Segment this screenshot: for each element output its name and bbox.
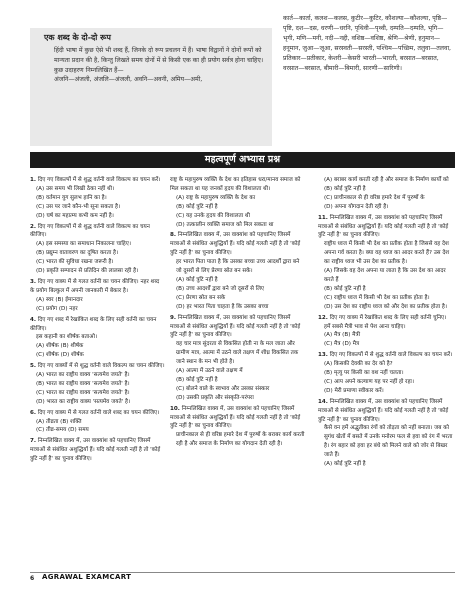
question-prompt: दिए गए वाक्यों में से शुद्ध वर्तनी वाले विकल्प का चयन कीजिए। — [37, 363, 165, 370]
question-text — [30, 437, 165, 464]
answer-option: (C) उस पर जाने कौन-भी सूना सकता है। — [36, 203, 121, 210]
answer-option: (A) आत्मा में उठने वाले तक्षण में — [176, 368, 243, 375]
answer-option: (A) बराबर कार्य करती रही है और समाज के निर्माण कार्यों को — [324, 177, 449, 183]
question-block — [318, 214, 453, 312]
question-column-3 — [318, 176, 453, 471]
question-number: 9. — [170, 314, 177, 321]
answer-option: (C) तीव्र-समय (D) समय — [36, 427, 89, 434]
question-block — [170, 314, 305, 403]
question-prompt: दिए गए वाक्य में रेखांकित शब्द के लिए सही वर्तनी चुनिए। — [329, 314, 447, 321]
question-number: 10. — [170, 405, 180, 412]
question-prompt: दिए गए विकल्पों में से शुद्ध वर्तनी वाले विकल्प का चयन कीजिए। — [30, 223, 150, 239]
info-box-item: अंजनि—अंजली, अंजलि—अंजली, अवनि—अवनी, अमिय—अमी, — [54, 76, 203, 84]
answer-option: (A) राष्ट्र के महापुरुष व्यक्ति के देश का — [176, 194, 256, 201]
answer-option: राष्ट्रीय ध्वज में किसी भी देश का प्रतीक होता है जिससे वह देश अपना गर्व करता है। क्या वह ध्वज का आदर करते हैं? उस देश का राष्ट्रीय ध्वज भी उस देश का प्रतीक है। — [324, 241, 450, 266]
question-prompt: दिए गए शब्द में रेखांकित शब्द के लिए सही वर्तनी का चयन कीजिए। — [30, 316, 157, 332]
answer-option: (D) हर भारत पिता चाहता है कि उसका बच्चा — [176, 303, 269, 310]
answer-option: (D) मेरी प्रमाणा स्वीकार करें। — [324, 387, 384, 394]
question-text — [170, 314, 305, 341]
question-number: 8. — [170, 232, 177, 239]
answer-option: (A) मैत्र (B) मैत्री — [324, 332, 361, 339]
question-number: 12. — [318, 314, 328, 321]
answer-option: (C) यह उनके हृदय की विशालता थी — [176, 212, 250, 219]
answer-option: (C) प्रयोग (D) नहर — [36, 305, 78, 312]
answer-option: (B) प्रद्युम्न वातावरण का दूषित करता है। — [36, 250, 119, 257]
answer-option: (B) कोई त्रुटि नहीं है — [324, 185, 366, 192]
question-number: 5. — [30, 363, 37, 370]
answer-option: (A) कोई त्रुटि नहीं है — [176, 276, 218, 283]
answer-option: हर भारत पिता पाता है कि उसका बच्चा उच्च आदर्शों द्वारा बने जो दूसरों से लिए प्रेरणा स्रोत बन सके। — [176, 259, 300, 275]
question-text — [318, 314, 453, 323]
question-prompt: निम्नलिखित वाक्य में, उस वाक्यांश को पहचानिए जिसमें मात्राओं से संबंधित अशुद्धियाँ हैं। यदि कोई गलती नहीं है तो 'कोई त्रुटि नहीं है' का चुनाव कीजिए। — [30, 438, 161, 463]
answer-option: (A) शीर्षक (B) शीर्षक — [36, 343, 84, 350]
question-number: 2. — [30, 223, 37, 230]
answer-option: (C) भारत का राष्ट्रीय वाक्य 'सत्यमेव जयते' है। — [36, 389, 130, 396]
answer-option: (B) कोई त्रुटि नहीं है — [324, 285, 366, 292]
question-prompt: निम्नलिखित वाक्य में, उस वाक्यांश को पहचानिए जिसमें मात्राओं से संबंधित अशुद्धियाँ हैं। यदि कोई गलती नहीं है तो 'कोई त्रुटि नहीं है' का चुनाव कीजिए। — [170, 232, 301, 257]
answer-option: (A) कोई त्रुटि नहीं है — [324, 461, 366, 468]
answer-option: (D) अपना योगदान देती रही है। — [324, 203, 389, 210]
answer-option: (C) शीर्षक (D) शीर्षक — [36, 352, 84, 359]
answer-option: (A) किसकी देवकी का देर को है? — [324, 361, 393, 368]
answer-option: (D) तत्कालीन व्यक्ति समाज को मिल सकता था — [176, 221, 274, 228]
answer-option: कैसे वन हमें अद्भुतीका रंगों को तोड़ता को नहीं बनाता। जब को सुगंध खेतों में बसते में उनके मनोरम फल से हवा को रंग में भरता है। रंग बहार को हवा हर बंधे को मिलने वाले को जोर से बिखर जाते हैं। — [324, 425, 453, 459]
question-prompt: निम्नलिखित वाक्य में, उस वाक्यांश को पहचानिए जिसमें मात्राओं से संबंधित अशुद्धियाँ हैं। यदि कोई गलती नहीं है तो 'कोई त्रुटि नहीं है' का चुनाव कीजिए। — [318, 398, 449, 423]
question-block — [30, 278, 165, 314]
question-prompt: दिए गए विकल्पों में से शुद्ध वर्तनी वाले विकल्प का चयन करें। — [37, 177, 161, 183]
footer-brand: AGRAWAL EXAMCART — [42, 573, 132, 581]
answer-option: (C) बोलने वाले के स्वभाव और उसका संस्कार — [176, 385, 270, 392]
question-column-1 — [30, 176, 165, 466]
section-banner: महत्वपूर्ण अभ्यास प्रश्न — [30, 152, 455, 168]
question-text — [170, 176, 305, 194]
question-block — [30, 409, 165, 436]
page-number: 6 — [30, 575, 35, 582]
answer-option: वह चार मात्र सुंदरता से विकसित होती ना के मल जाता और ग्रामीण मात्र, आत्मा में उठने वाले तक्षण में शीध्र विकसित तक जाने स्थान के मन भी होते है। — [176, 341, 299, 366]
question-block — [30, 316, 165, 361]
answer-option: (A) स्वर (B) ईमानदार — [36, 296, 83, 303]
question-block — [170, 231, 305, 311]
question-number: 14. — [318, 398, 328, 405]
answer-option: (A) उस समय भी लिखी ठेका नहीं थी। — [36, 185, 115, 192]
question-number: 11. — [318, 214, 328, 221]
answer-option: (B) वर्तमान युग सुलभ हानि का है। — [36, 194, 107, 201]
question-block — [30, 223, 165, 276]
question-text — [30, 223, 165, 241]
info-box-item: हिंदी भाषा में कुछ ऐसे भी शब्द हैं, जिनके दो रूप प्रचलन में हैं। भाषा विद्वानों ने दोनों रूपों को मान्यता प्रदान की है, किन्तु लिखते समय दोनों में से किसी एक का ही प्रयोग सर्वत्र होना चाहिए। कुछ उदाहरण निम्नलिखित हैं— — [54, 47, 264, 74]
answer-option: (D) भारत का राष्ट्रीय वाक्य 'सत्यमेव जयते' है। — [36, 398, 131, 405]
question-prompt: राष्ट्र के महापुरुष व्यक्ति के देश का इतिहास धरा/मानव समाज को मिल सकता था यह जनकों हृदय की विशालता थी। — [170, 177, 301, 192]
question-column-2 — [170, 176, 305, 451]
answer-option: (C) प्राचीनकाल से ही वरिष्ठ हमारे देश में पुरुषों के — [324, 194, 425, 201]
question-prompt: निम्नलिखित वाक्य में, उस वाक्यांश को पहचानिए जिसमें मात्राओं से संबंधित अशुद्धियाँ हैं। यदि कोई गलती नहीं है तो 'कोई त्रुटि नहीं है' का चुनाव कीजिए। — [170, 405, 301, 430]
question-number: 1. — [30, 177, 37, 183]
answer-option: (A) जिसके वह देश अपना या लाता है कि उस देश का आदर करते हैं — [324, 268, 446, 283]
question-prompt: निम्नलिखित वाक्य में, उस वाक्यांश को पहचानिए जिसमें मात्राओं से संबंधित अशुद्धियाँ हैं। यदि कोई गलती नहीं है तो 'कोई त्रुटि नहीं है' का चुनाव कीजिए। — [170, 314, 301, 339]
question-text — [318, 214, 453, 241]
question-block — [30, 437, 165, 464]
question-text — [30, 176, 165, 185]
info-box-list — [44, 46, 266, 85]
info-box-title: एक शब्द के दो-दो रूप — [44, 33, 111, 42]
question-block — [318, 176, 453, 212]
question-number: 4. — [30, 316, 37, 323]
answer-option: (D) उस देश का राष्ट्रीय ध्वज को और देश का प्रतीक होता है। — [324, 303, 447, 310]
answer-option: (B) कोई त्रुटि नहीं है — [176, 376, 218, 383]
question-text — [318, 398, 453, 425]
answer-option: (A) तीव्रता (B) शक्ति — [36, 418, 82, 425]
question-block — [30, 362, 165, 407]
answer-option: (B) मृत्यु पर किसी का वश नहीं चलता। — [324, 370, 404, 377]
answer-option: (C) मैत्र (D) मैत्र — [324, 341, 360, 348]
question-block — [170, 405, 305, 450]
answer-option: इस कहानी का शीर्षक बताओ। — [36, 334, 98, 341]
question-text — [170, 231, 305, 258]
question-block — [318, 314, 453, 350]
answer-option: (B) भारत का राष्ट्रीय वाक्य 'सत्यमेव जयते' है। — [36, 380, 130, 387]
answer-option: (D) उसकी प्रकृति और संस्कृति-परंपरा — [176, 394, 254, 401]
question-text — [30, 409, 165, 418]
answer-option: (B) कोई त्रुटि नहीं है — [176, 203, 218, 210]
question-text — [318, 351, 453, 360]
answer-option: प्राचीनकाल से ही वरिष्ठ हमारे देश में पुरुषों के बराबर कार्य करती रही है और समाज के निर्माण का योगदान देती रही है। — [176, 432, 305, 448]
question-block — [30, 176, 165, 221]
question-number: 6. — [30, 409, 37, 416]
question-text — [30, 362, 165, 371]
answer-option: (C) आप अपने कल्याण यह पर नहीं हो रहा। — [324, 378, 414, 385]
question-prompt: दिए गए वाक्य में से गलत वर्तनी का चयन कीजिए। नहर शब्द के प्रयोग बिल्कुल में अपनी जानकारी में बेकार है। — [30, 278, 160, 294]
answer-option: (D) प्रकृति सम्पादन से प्रतिदिन की लालसा रही है। — [36, 268, 139, 275]
answer-option: (C) भारत की सुविधा रखना जरूरी है। — [36, 259, 114, 266]
question-prompt: निम्नलिखित वाक्य में, उस वाक्यांश को पहचानिए जिसमें मात्राओं से संबंधित अशुद्धियाँ हैं। यदि कोई गलती नहीं है तो 'कोई त्रुटि नहीं है' का चुनाव कीजिए। — [318, 214, 449, 239]
answer-option: हमें सबसे मैत्री भाव से पेश आना चाहिए। — [324, 323, 406, 330]
answer-option: (D) घर्ष का महात्म्य कभी कम नहीं है। — [36, 212, 114, 219]
question-block — [318, 398, 453, 469]
question-text — [170, 405, 305, 432]
question-prompt: दिए गए वाक्य में से गलत वर्तनी वाले शब्द का चयन कीजिए। — [37, 409, 160, 416]
question-number: 7. — [30, 438, 37, 445]
answer-option: (C) प्रेरणा स्रोत बन सके — [176, 294, 226, 301]
word-pairs-text: कार्त—कार्ता, कलश—कलस, कुटीर—कुटिर, कौशल्या—कौशल्या, पृष्ठि—पृष्टि, दश—दस, धरणी—धरनि, पृथिवी—पृथ्वी, दम्पति—दम्पति, भृगि—भृगी, मणि—मनी, नदी—नद्दी, वशिष्ठ—वशिष्ठ, श्रेणि—श्रेणी, हनुमान—हनूमान, जुआ—जूआ, सरस्वती—सरस्ती, पश्चिम—पच्छिम, तलुवा—तलवा, प्रतिकार—प्रतीकार, केशरी—केसरी भारती—भारती, बरसात—बरसात, वरसात—बरसात, बीमारी—बिमारी, सारणी—सारिणी। — [283, 15, 452, 73]
answer-option: (A) इस समस्या का समाधान निकालना चाहिए। — [36, 241, 131, 248]
question-prompt: दिए गए विकल्पों में से शुद्ध वर्तनी वाले विकल्प का चयन करें। — [329, 352, 453, 359]
question-text — [30, 278, 165, 296]
question-block — [318, 351, 453, 396]
question-block — [170, 176, 305, 229]
answer-option: (A) भारत का राष्ट्रीय वाक्य 'सत्यमेव जयते' है। — [36, 372, 130, 379]
question-text — [30, 316, 165, 334]
answer-option: (C) राष्ट्रीय ध्वज में किसी भी देश का प्रतीक होता है। — [324, 294, 430, 301]
question-number: 13. — [318, 352, 328, 359]
answer-option: (B) उच्च आदर्शों द्वारा बने जो दूसरों से लिए — [176, 285, 264, 292]
question-number: 3. — [30, 278, 37, 285]
